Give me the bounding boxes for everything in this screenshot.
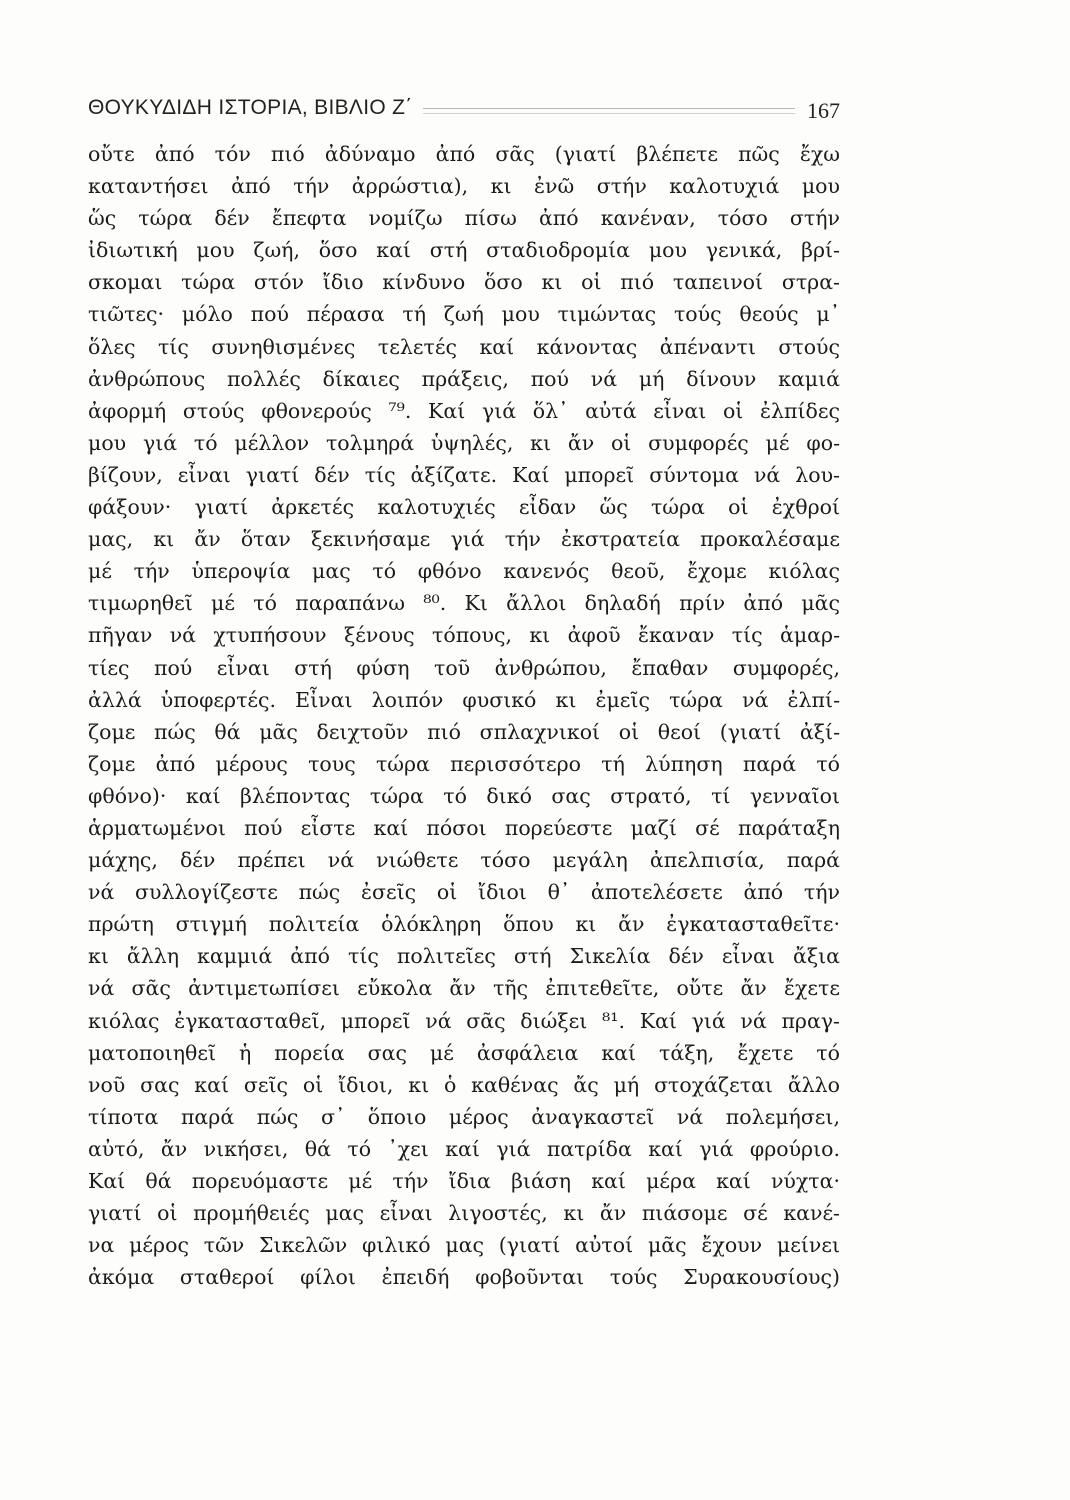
text-line: τιμωρηθεῖ μέ τό παραπάνω ⁸⁰. Κι ἄλλοι δηλαδή πρίν ἀπό μᾶς: [88, 591, 840, 616]
text-line: κι ἄλλη καμμιά ἀπό τίς πολιτεῖες στή Σικελία δέν εἶναι ἄξια: [88, 944, 840, 969]
text-line: φθόνο)· καί βλέποντας τώρα τό δικό σας στρατό, τί γενναῖοι: [88, 783, 840, 808]
text-line: ζομε ἀπό μέρους τους τώρα περισσότερο τή λύπηση παρά τό: [88, 751, 840, 776]
text-line: τίποτα παρά πώς σ᾿ ὅποιο μέρος ἀναγκαστεῖ νά πολεμήσει,: [88, 1104, 840, 1129]
text-line: πρώτη στιγμή πολιτεία ὁλόκληρη ὅπου κι ἄν ἐγκατασταθεῖτε·: [88, 912, 840, 937]
text-line: τίες πού εἶναι στή φύση τοῦ ἀνθρώπου, ἔπαθαν συμφορές,: [88, 655, 840, 680]
text-line: σκομαι τώρα στόν ἴδιο κίνδυνο ὅσο κι οἱ πιό ταπεινοί στρα-: [88, 270, 840, 295]
text-line: νά σᾶς ἀντιμετωπίσει εὔκολα ἄν τῆς ἐπιτεθεῖτε, οὔτε ἄν ἔχετε: [88, 976, 840, 1001]
text-line: ἁρματωμένοι πού εἶστε καί πόσοι πορεύεστε μαζί σέ παράταξη: [88, 815, 840, 840]
text-line: ἀνθρώπους πολλές δίκαιες πράξεις, πού νά μή δίνουν καμιά: [88, 366, 840, 391]
text-line: Καί θά πορευόμαστε μέ τήν ἴδια βιάση καί μέρα καί νύχτα·: [88, 1169, 840, 1193]
running-title: ΘΟΥΚΥΔΙΔΗ ΙΣΤΟΡΙΑ, ΒΙΒΛΙΟ Ζ΄: [88, 96, 413, 119]
text-line: ὅλες τίς συνηθισμένες τελετές καί κάνοντας ἀπέναντι στούς: [88, 334, 840, 359]
text-line: να μέρος τῶν Σικελῶν φιλικό μας (γιατί αὐτοί μᾶς ἔχουν μείνει: [88, 1233, 840, 1258]
text-line: κιόλας ἐγκατασταθεῖ, μπορεῖ νά σᾶς διώξει ⁸¹. Καί γιά νά πραγ-: [88, 1008, 840, 1033]
page-number: 167: [807, 98, 840, 123]
text-line: ἀλλά ὑποφερτές. Εἶναι λοιπόν φυσικό κι ἐμεῖς τώρα νά ἐλπί-: [88, 687, 840, 712]
text-line: γιατί οἱ προμήθειές μας εἶναι λιγοστές, κι ἄν πιάσομε σέ κανέ-: [88, 1201, 840, 1226]
body-text: [88, 138, 840, 1293]
text-line: ματοποιηθεῖ ἡ πορεία σας μέ ἀσφάλεια καί τάξη, ἔχετε τό: [88, 1040, 840, 1065]
text-line: φάξουν· γιατί ἀρκετές καλοτυχιές εἶδαν ὥς τώρα οἱ ἐχθροί: [88, 495, 840, 520]
text-line: νά συλλογίζεστε πώς ἐσεῖς οἱ ἴδιοι θ᾿ ἀποτελέσετε ἀπό τήν: [88, 880, 840, 905]
text-line: οὔτε ἀπό τόν πιό ἀδύναμο ἀπό σᾶς (γιατί βλέπετε πῶς ἔχω: [88, 142, 840, 166]
text-line: ὥς τώρα δέν ἔπεφτα νομίζω πίσω ἀπό κανέναν, τόσο στήν: [88, 206, 840, 231]
running-head: [88, 92, 840, 124]
text-line: μάχης, δέν πρέπει νά νιώθετε τόσο μεγάλη ἀπελπισία, παρά: [88, 848, 840, 873]
text-line: πῆγαν νά χτυπήσουν ξένους τόπους, κι ἀφοῦ ἔκαναν τίς ἁμαρ-: [88, 623, 840, 648]
text-line: τιῶτες· μόλο πού πέρασα τή ζωή μου τιμώντας τούς θεούς μ᾿: [88, 302, 840, 327]
text-line: καταντήσει ἀπό τήν ἀρρώστια), κι ἐνῶ στήν καλοτυχιά μου: [88, 174, 840, 199]
header-rule: [423, 108, 795, 114]
text-line: μέ τήν ὑπεροψία μας τό φθόνο κανενός θεοῦ, ἔχομε κιόλας: [88, 559, 840, 584]
text-line: ἀκόμα σταθεροί φίλοι ἐπειδή φοβοῦνται τούς Συρακουσίους): [88, 1265, 840, 1290]
text-line: αὐτό, ἄν νικήσει, θά τό ᾿χει καί γιά πατρίδα καί γιά φρούριο.: [88, 1136, 840, 1161]
text-line: ἰδιωτική μου ζωή, ὅσο καί στή σταδιοδρομία μου γενικά, βρί-: [88, 238, 840, 263]
text-line: μας, κι ἄν ὅταν ξεκινήσαμε γιά τήν ἐκστρατεία προκαλέσαμε: [88, 527, 840, 552]
text-line: ζομε πώς θά μᾶς δειχτοῦν πιό σπλαχνικοί οἱ θεοί (γιατί ἀξί-: [88, 719, 840, 744]
text-line: βίζουν, εἶναι γιατί δέν τίς ἀξίζατε. Καί μπορεῖ σύντομα νά λου-: [88, 462, 840, 487]
text-line: νοῦ σας καί σεῖς οἱ ἴδιοι, κι ὁ καθένας ἄς μή στοχάζεται ἄλλο: [88, 1072, 840, 1097]
text-line: μου γιά τό μέλλον τολμηρά ὑψηλές, κι ἄν οἱ συμφορές μέ φο-: [88, 430, 840, 455]
text-line: ἀφορμή στούς φθονερούς ⁷⁹. Καί γιά ὅλ᾿ αὐτά εἶναι οἱ ἐλπίδες: [88, 398, 840, 423]
